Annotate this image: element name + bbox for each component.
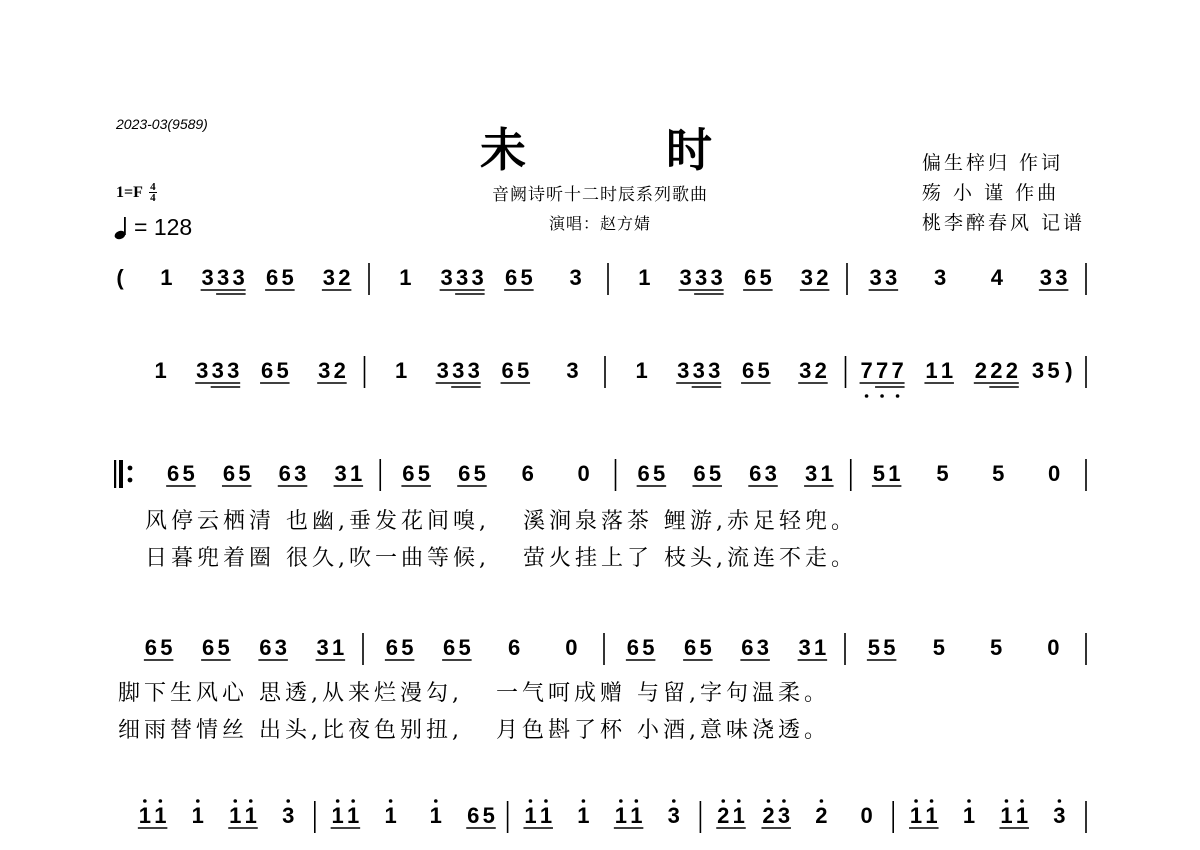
key-label: 1=F bbox=[116, 183, 143, 201]
high-octave-dot bbox=[389, 799, 393, 803]
note-digit: 6 bbox=[744, 265, 757, 290]
note-digit: 1 bbox=[154, 803, 167, 828]
note-digit: 1 bbox=[331, 803, 344, 828]
note-digit: 1 bbox=[888, 461, 901, 486]
high-octave-dot bbox=[737, 799, 741, 803]
note-digit: 2 bbox=[333, 358, 346, 383]
note-digit: 5 bbox=[238, 461, 251, 486]
high-octave-dot bbox=[159, 799, 163, 803]
note-digit: 6 bbox=[260, 358, 274, 383]
note-digit: 3 bbox=[692, 358, 705, 383]
note-digit: 1 bbox=[524, 803, 537, 828]
note-digit: 1 bbox=[229, 803, 242, 828]
note-digit: 1 bbox=[820, 461, 833, 486]
note-digit: 3 bbox=[708, 358, 721, 383]
note-digit: 6 bbox=[741, 358, 755, 383]
lyric-line-1: 风停云栖清 也幽,垂发花间嗅, 溪涧泉落茶 鲤游,赤足轻兜。 bbox=[145, 509, 857, 534]
note-digit: 1 bbox=[429, 803, 442, 828]
note-digit: 6 bbox=[259, 635, 272, 660]
note-digit: 3 bbox=[667, 803, 680, 828]
note-digit: 6 bbox=[637, 461, 650, 486]
note-digit: 5 bbox=[482, 803, 495, 828]
note-digit: 3 bbox=[196, 358, 209, 383]
note-digit: 5 bbox=[867, 635, 880, 660]
high-octave-dot bbox=[914, 799, 918, 803]
note-digit: 5 bbox=[872, 461, 886, 486]
note-digit: 1 bbox=[909, 803, 923, 828]
note-digit: 7 bbox=[860, 358, 873, 383]
note-digit: 3 bbox=[436, 358, 449, 383]
note-digit: 6 bbox=[508, 635, 521, 660]
note-digit: 6 bbox=[278, 461, 291, 486]
note-digit: 3 bbox=[934, 265, 947, 290]
note-digit: 3 bbox=[322, 265, 335, 290]
note-digit: 3 bbox=[467, 358, 480, 383]
high-octave-dot bbox=[233, 799, 237, 803]
note-digit: 0 bbox=[1047, 635, 1060, 660]
note-digit: 6 bbox=[467, 803, 480, 828]
low-octave-dot bbox=[880, 394, 884, 398]
lyric-line-3: 脚下生风心 思透,从来烂漫勾, 一气呵成赠 与留,字句温柔。 bbox=[118, 681, 830, 706]
high-octave-dot bbox=[196, 799, 200, 803]
note-digit: 2 bbox=[338, 265, 351, 290]
note-digit: 3 bbox=[227, 358, 240, 383]
high-octave-dot bbox=[529, 799, 533, 803]
repeat-barline-thin bbox=[114, 460, 116, 488]
note-digit: 3 bbox=[471, 265, 484, 290]
high-octave-dot bbox=[249, 799, 253, 803]
note-digit: 2 bbox=[816, 265, 829, 290]
score-row-4 bbox=[144, 633, 1086, 665]
note-digit: 5 bbox=[759, 265, 772, 290]
note-digit: 1 bbox=[399, 265, 412, 290]
note-digit: 4 bbox=[990, 265, 1003, 290]
high-octave-dot bbox=[336, 799, 340, 803]
note-digit: 6 bbox=[222, 461, 236, 486]
note-digit: 3 bbox=[869, 265, 882, 290]
note-digit: 2 bbox=[815, 803, 828, 828]
note-digit: 3 bbox=[452, 358, 465, 383]
low-octave-dot bbox=[896, 394, 900, 398]
note-digit: 5 bbox=[473, 461, 486, 486]
composer-credit: 殇 小 谨 作曲 bbox=[921, 182, 1060, 204]
note-digit: 0 bbox=[565, 635, 578, 660]
note-digit: 3 bbox=[232, 265, 245, 290]
note-digit: 2 bbox=[717, 803, 730, 828]
note-digit: 1 bbox=[925, 358, 938, 383]
note-digit: 6 bbox=[167, 461, 180, 486]
note-digit: 3 bbox=[569, 265, 582, 290]
note-digit: 3 bbox=[800, 265, 813, 290]
note-digit: 1 bbox=[630, 803, 643, 828]
low-octave-dot bbox=[865, 394, 869, 398]
note-digit: 5 bbox=[160, 635, 173, 660]
note-digit: 6 bbox=[202, 635, 215, 660]
note-digit: 3 bbox=[1039, 265, 1052, 290]
note-digit: 3 bbox=[318, 358, 331, 383]
note-digit: 5 bbox=[520, 265, 533, 290]
note-digit: 7 bbox=[875, 358, 889, 383]
high-octave-dot bbox=[767, 799, 771, 803]
note-digit: 3 bbox=[1031, 358, 1045, 383]
lyricist-credit: 偏生梓归 作词 bbox=[921, 152, 1063, 174]
note-digit: 3 bbox=[294, 461, 307, 486]
note-digit: 2 bbox=[814, 358, 827, 383]
note-digit: 6 bbox=[521, 461, 534, 486]
note-digit: 3 bbox=[804, 461, 818, 486]
note-digit: 6 bbox=[741, 635, 754, 660]
note-digit: 6 bbox=[693, 461, 706, 486]
note-digit: 5 bbox=[281, 265, 294, 290]
high-octave-dot bbox=[782, 799, 786, 803]
note-digit: 1 bbox=[154, 358, 167, 383]
note-digit: 5 bbox=[883, 635, 896, 660]
lyric-line-2: 日暮兜着圈 很久,吹一曲等候, 萤火挂上了 枝头,流连不走。 bbox=[145, 546, 857, 571]
note-digit: 3 bbox=[201, 265, 214, 290]
note-digit: 1 bbox=[925, 803, 938, 828]
high-octave-dot bbox=[635, 799, 639, 803]
note-digit: 6 bbox=[385, 635, 398, 660]
note-digit: 1 bbox=[244, 803, 257, 828]
note-digit: 0 bbox=[860, 803, 873, 828]
singer-credit: 演唱：赵方婧 bbox=[548, 214, 651, 233]
note-digit: 1 bbox=[614, 803, 627, 828]
note-digit: 5 bbox=[936, 461, 949, 486]
note-digit: 3 bbox=[282, 803, 295, 828]
high-octave-dot bbox=[1058, 799, 1062, 803]
score-row-2 bbox=[154, 356, 1086, 398]
note-digit: 3 bbox=[440, 265, 453, 290]
note-digit: 5 bbox=[642, 635, 655, 660]
high-octave-dot bbox=[1005, 799, 1009, 803]
high-octave-dot bbox=[672, 799, 676, 803]
note-digit: 3 bbox=[679, 265, 692, 290]
note-digit: 5 bbox=[516, 358, 530, 383]
note-digit: 6 bbox=[144, 635, 157, 660]
note-digit: 2 bbox=[974, 358, 987, 383]
note-digit: 1 bbox=[732, 803, 745, 828]
transcriber-credit: 桃李醉春风 记谱 bbox=[921, 212, 1085, 234]
catalog-number: 2023-03(9589) bbox=[116, 116, 208, 132]
time-signature-bottom: 4 bbox=[150, 192, 156, 204]
note-digit: 1 bbox=[138, 803, 151, 828]
note-digit: 5 bbox=[276, 358, 289, 383]
note-digit: 3 bbox=[274, 635, 287, 660]
note-digit: 3 bbox=[798, 635, 811, 660]
high-octave-dot bbox=[544, 799, 548, 803]
note-digit: 0 bbox=[1047, 461, 1061, 486]
high-octave-dot bbox=[721, 799, 725, 803]
note-digit: 6 bbox=[458, 461, 471, 486]
note-digit: 6 bbox=[443, 635, 456, 660]
time-signature-top: 4 bbox=[150, 181, 156, 193]
note-digit: 1 bbox=[962, 803, 976, 828]
note-digit: 3 bbox=[764, 461, 777, 486]
note-digit: 7 bbox=[891, 358, 904, 383]
high-octave-dot bbox=[930, 799, 934, 803]
note-digit: 3 bbox=[217, 265, 230, 290]
note-digit: 1 bbox=[191, 803, 204, 828]
note-digit: 3 bbox=[456, 265, 469, 290]
repeat-dot bbox=[128, 466, 133, 471]
note-digit: ) bbox=[1065, 358, 1073, 383]
note-digit: 5 bbox=[401, 635, 414, 660]
high-octave-dot bbox=[286, 799, 290, 803]
note-digit: 1 bbox=[539, 803, 553, 828]
lyric-line-4: 细雨替情丝 出头,比夜色别扭, 月色斟了杯 小酒,意味浇透。 bbox=[118, 718, 830, 743]
high-octave-dot bbox=[820, 799, 824, 803]
opening-parenthesis: ( bbox=[116, 265, 124, 290]
note-digit: 3 bbox=[334, 461, 347, 486]
note-digit: 3 bbox=[695, 265, 708, 290]
note-digit: 3 bbox=[211, 358, 224, 383]
tempo-value: = 128 bbox=[134, 214, 193, 240]
score-row-3 bbox=[114, 459, 1086, 491]
note-digit: 3 bbox=[799, 358, 812, 383]
high-octave-dot bbox=[967, 799, 971, 803]
note-digit: 1 bbox=[638, 265, 651, 290]
note-digit: 1 bbox=[160, 265, 173, 290]
note-digit: 5 bbox=[417, 461, 431, 486]
note-digit: 5 bbox=[653, 461, 666, 486]
repeat-barline-thick bbox=[119, 460, 123, 488]
high-octave-dot bbox=[434, 799, 438, 803]
repeat-dot bbox=[128, 478, 133, 483]
note-digit: 1 bbox=[349, 461, 363, 486]
note-digit: 1 bbox=[347, 803, 360, 828]
high-octave-dot bbox=[619, 799, 623, 803]
note-digit: 5 bbox=[708, 461, 722, 486]
note-digit: 1 bbox=[384, 803, 397, 828]
score-row-1 bbox=[116, 263, 1086, 295]
note-digit: 2 bbox=[762, 803, 775, 828]
high-octave-dot bbox=[351, 799, 355, 803]
note-digit: 2 bbox=[1005, 358, 1018, 383]
note-digit: 5 bbox=[932, 635, 945, 660]
high-octave-dot bbox=[1020, 799, 1024, 803]
note-digit: 5 bbox=[990, 635, 1003, 660]
high-octave-dot bbox=[143, 799, 147, 803]
note-digit: 3 bbox=[756, 635, 769, 660]
note-digit: 2 bbox=[990, 358, 1003, 383]
note-digit: 1 bbox=[1015, 803, 1029, 828]
score-row-5 bbox=[138, 799, 1086, 833]
note-digit: 6 bbox=[266, 265, 279, 290]
note-digit: 6 bbox=[684, 635, 697, 660]
note-digit: 5 bbox=[757, 358, 770, 383]
note-digit: 1 bbox=[577, 803, 590, 828]
note-digit: 5 bbox=[699, 635, 712, 660]
note-digit: 3 bbox=[566, 358, 579, 383]
note-digit: 6 bbox=[501, 358, 514, 383]
note-digit: 5 bbox=[217, 635, 230, 660]
note-digit: 6 bbox=[626, 635, 639, 660]
note-digit: 0 bbox=[577, 461, 590, 486]
note-digit: 3 bbox=[1055, 265, 1068, 290]
note-digit: 1 bbox=[394, 358, 408, 383]
note-digit: 3 bbox=[1053, 803, 1066, 828]
note-digit: 5 bbox=[458, 635, 471, 660]
note-digit: 3 bbox=[710, 265, 723, 290]
note-digit: 6 bbox=[505, 265, 518, 290]
note-digit: 1 bbox=[332, 635, 345, 660]
note-digit: 3 bbox=[316, 635, 329, 660]
high-octave-dot bbox=[582, 799, 586, 803]
note-digit: 3 bbox=[777, 803, 791, 828]
song-title: 未时 bbox=[480, 123, 852, 177]
note-digit: 1 bbox=[1000, 803, 1013, 828]
note-digit: 5 bbox=[992, 461, 1005, 486]
note-digit: 5 bbox=[182, 461, 195, 486]
note-digit: 1 bbox=[940, 358, 954, 383]
song-subtitle: 音阙诗听十二时辰系列歌曲 bbox=[492, 185, 708, 205]
note-digit: 5 bbox=[1047, 358, 1060, 383]
note-digit: 1 bbox=[635, 358, 648, 383]
note-digit: 3 bbox=[677, 358, 690, 383]
note-digit: 3 bbox=[885, 265, 898, 290]
note-digit: 6 bbox=[749, 461, 762, 486]
note-digit: 1 bbox=[814, 635, 827, 660]
note-digit: 6 bbox=[402, 461, 415, 486]
